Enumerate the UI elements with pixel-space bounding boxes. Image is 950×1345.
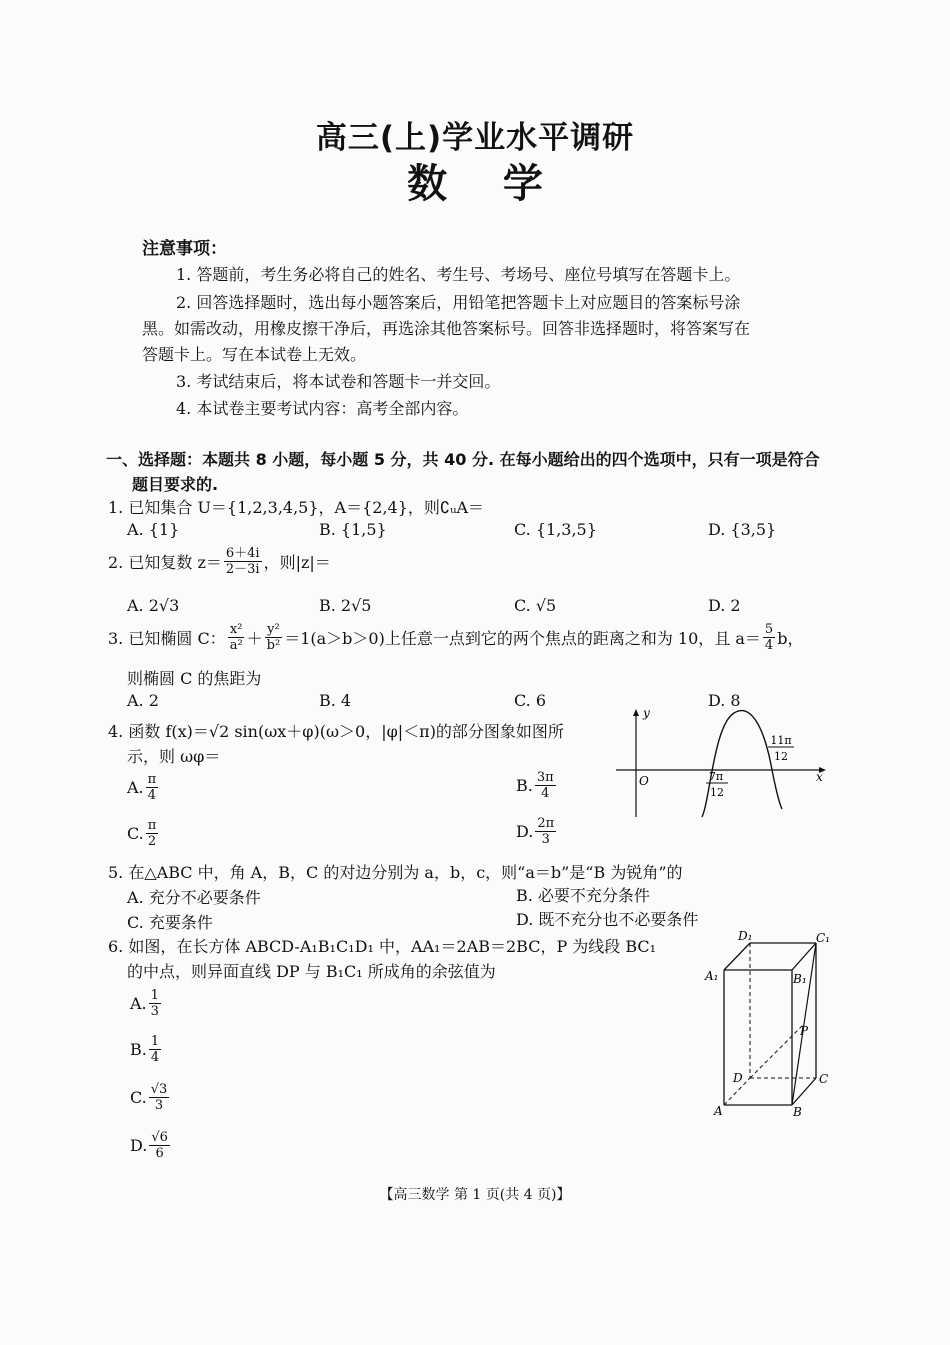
label-C1: C₁: [816, 931, 830, 945]
q5-option-d: D. 既不充分也不必要条件: [516, 910, 699, 929]
q6-option-d-fraction: [149, 1130, 170, 1161]
q4-option-a-label: A.: [127, 778, 144, 797]
label-D: D: [733, 1071, 743, 1085]
q4-option-d-fraction: [535, 816, 556, 847]
q4-option-c-fraction: [146, 818, 159, 849]
q3-fraction-y-den: b²: [266, 638, 281, 653]
q4-option-b: [516, 770, 558, 801]
page-footer: 【高三数学 第 1 页(共 4 页)】: [379, 1187, 571, 1203]
q1-option-b: B. {1,5}: [319, 520, 387, 539]
graph-point1-den: 12: [710, 786, 724, 799]
label-D1: D₁: [738, 929, 753, 943]
section-heading-line-2: 题目要求的.: [132, 475, 219, 494]
q6-option-b: [130, 1034, 163, 1065]
q6-option-c-den: 3: [154, 1098, 164, 1113]
graph-curve: [702, 711, 782, 817]
q2-fraction: [224, 546, 262, 577]
q4-option-c: [127, 818, 160, 849]
q6-option-d: [130, 1130, 172, 1161]
notice-item-2-line-3: 答题卡上。写在本试卷上无效。: [142, 345, 367, 364]
q3-fraction-x-num: x²: [229, 622, 243, 637]
q1-stem: 1. 已知集合 U＝{1,2,3,4,5}，A＝{2,4}，则∁ᵤA＝: [108, 498, 485, 517]
q3-stem-line-2: 则椭圆 C 的焦距为: [127, 669, 262, 688]
q3-fraction-x-den: a²: [229, 638, 243, 653]
segment-DP-hidden: [750, 1024, 804, 1078]
q6-option-b-num: 1: [150, 1034, 160, 1049]
notice-item-1: 1. 答题前，考生务必将自己的姓名、考生号、考场号、座位号填写在答题卡上。: [176, 265, 741, 284]
q6-option-d-num: √6: [151, 1130, 168, 1145]
graph-y-label: y: [643, 706, 650, 720]
q4-option-b-den: 4: [541, 786, 550, 801]
notice-heading: 注意事项：: [142, 239, 227, 259]
q3-stem-mid: ＝1(a＞b＞0)上任意一点到它的两个焦点的距离之和为 10，且 a＝: [284, 629, 761, 648]
q3-fraction-ratio-num: 5: [764, 622, 774, 637]
q4-option-d-den: 3: [541, 832, 550, 847]
q4-option-a: [127, 772, 160, 803]
q2-option-b: B. 2√5: [319, 596, 372, 615]
q2-option-a: A. 2√3: [127, 596, 180, 615]
q4-option-a-fraction: [146, 772, 159, 803]
q6-option-c-num: √3: [150, 1082, 168, 1097]
graph-point1-num: 7π: [708, 770, 724, 783]
q4-option-b-label: B.: [516, 776, 533, 795]
exam-title: 高三(上)学业水平调研: [315, 120, 635, 156]
q6-option-c: [130, 1082, 171, 1113]
q4-option-b-fraction: [535, 770, 556, 801]
q6-option-a-num: 1: [150, 988, 159, 1003]
graph-point2-num: 11π: [770, 734, 792, 747]
q5-stem: 5. 在△ABC 中，角 A，B，C 的对边分别为 a，b，c，则“a＝b”是“B 为锐角”的: [108, 863, 683, 882]
graph-origin-label: O: [639, 774, 649, 788]
q2-fraction-den: 2－3i: [225, 562, 260, 577]
q4-sine-graph: [610, 705, 840, 820]
q3-fraction-x: [228, 622, 245, 653]
q6-option-a-label: A.: [130, 994, 147, 1013]
q1-option-d: D. {3,5}: [708, 520, 777, 539]
notice-item-4: 4. 本试卷主要考试内容：高考全部内容。: [176, 399, 469, 418]
graph-y-arrow-icon: [633, 709, 639, 716]
q6-option-a-den: 3: [150, 1004, 159, 1019]
q4-option-c-den: 2: [147, 834, 157, 849]
q4-stem-line-1: 4. 函数 f(x)＝√2 sin(ωx＋φ)(ω＞0，|φ|＜π)的部分图象如图所: [108, 722, 564, 741]
label-A1: A₁: [705, 969, 719, 983]
q6-stem-line-1: 6. 如图，在长方体 ABCD-A₁B₁C₁D₁ 中，AA₁＝2AB＝2BC，P 为线段 BC₁: [108, 937, 657, 956]
q2-stem-pre: 2. 已知复数 z＝: [108, 553, 222, 572]
q6-option-d-label: D.: [130, 1136, 148, 1155]
label-A: A: [714, 1104, 723, 1118]
q3-fraction-ratio: [763, 622, 775, 653]
q3-option-c: C. 6: [514, 691, 547, 710]
q3-fraction-ratio-den: 4: [764, 638, 774, 653]
q3-fraction-y-num: y²: [267, 622, 280, 637]
q1-option-a: A. {1}: [127, 520, 180, 539]
q6-option-b-den: 4: [150, 1050, 160, 1065]
q6-option-d-den: 6: [155, 1146, 164, 1161]
q4-option-d-num: 2π: [537, 816, 555, 831]
q3-fraction-y: [265, 622, 283, 653]
q2-option-c: C. √5: [514, 596, 557, 615]
q5-option-c: C. 充要条件: [127, 913, 213, 932]
notice-item-3: 3. 考试结束后，将本试卷和答题卡一并交回。: [176, 372, 501, 391]
q3-option-b: B. 4: [319, 691, 352, 710]
edge-A1D1: [724, 943, 750, 970]
q4-option-d-label: D.: [516, 822, 534, 841]
q6-option-b-label: B.: [130, 1040, 147, 1059]
q6-option-a-fraction: [149, 988, 161, 1019]
graph-x-label: x: [816, 770, 823, 784]
label-B: B: [793, 1105, 802, 1119]
section-heading-line-1: 一、选择题：本题共 8 小题，每小题 5 分，共 40 分. 在每小题给出的四个选项中，只有一项是符合: [106, 450, 820, 469]
q4-stem-line-2: 示，则 ωφ＝: [127, 747, 221, 766]
label-C: C: [819, 1072, 829, 1086]
q5-option-b: B. 必要不充分条件: [516, 886, 650, 905]
q6-cuboid-figure: [700, 925, 840, 1120]
label-P: P: [800, 1024, 809, 1038]
q4-option-a-den: 4: [147, 788, 157, 803]
q3-stem-pre: 3. 已知椭圆 C：: [108, 629, 226, 648]
q6-option-c-fraction: [149, 1082, 170, 1113]
label-B1: B₁: [793, 972, 807, 986]
q2-stem: [108, 546, 331, 577]
q6-option-c-label: C.: [130, 1088, 147, 1107]
q3-option-d: D. 8: [708, 691, 741, 710]
q2-stem-post: ，则|z|＝: [263, 553, 331, 572]
q1-option-c: C. {1,3,5}: [514, 520, 597, 539]
q3-stem: [108, 622, 803, 653]
q6-stem-line-2: 的中点，则异面直线 DP 与 B₁C₁ 所成角的余弦值为: [127, 962, 496, 981]
q2-fraction-num: 6＋4i: [225, 546, 260, 561]
q3-option-a: A. 2: [127, 691, 159, 710]
q3-stem-end: b，: [777, 629, 804, 648]
q4-option-c-label: C.: [127, 824, 144, 843]
q2-option-d: D. 2: [708, 596, 741, 615]
q3-plus: ＋: [246, 629, 263, 648]
q6-option-b-fraction: [149, 1034, 161, 1065]
notice-item-2-line-2: 黑。如需改动，用橡皮擦干净后，再选涂其他答案标号。回答非选择题时，将答案写在: [142, 319, 751, 338]
q6-option-a: [130, 988, 163, 1019]
q4-option-a-num: π: [147, 772, 157, 787]
q4-option-b-num: 3π: [536, 770, 554, 785]
q4-option-c-num: π: [147, 818, 157, 833]
q4-option-d: [516, 816, 558, 847]
subject-title: 数 学: [407, 161, 543, 207]
notice-item-2-line-1: 2. 回答选择题时，选出每小题答案后，用铅笔把答题卡上对应题目的答案标号涂: [176, 293, 741, 312]
graph-point2-den: 12: [774, 750, 788, 763]
q5-option-a: A. 充分不必要条件: [127, 888, 261, 907]
